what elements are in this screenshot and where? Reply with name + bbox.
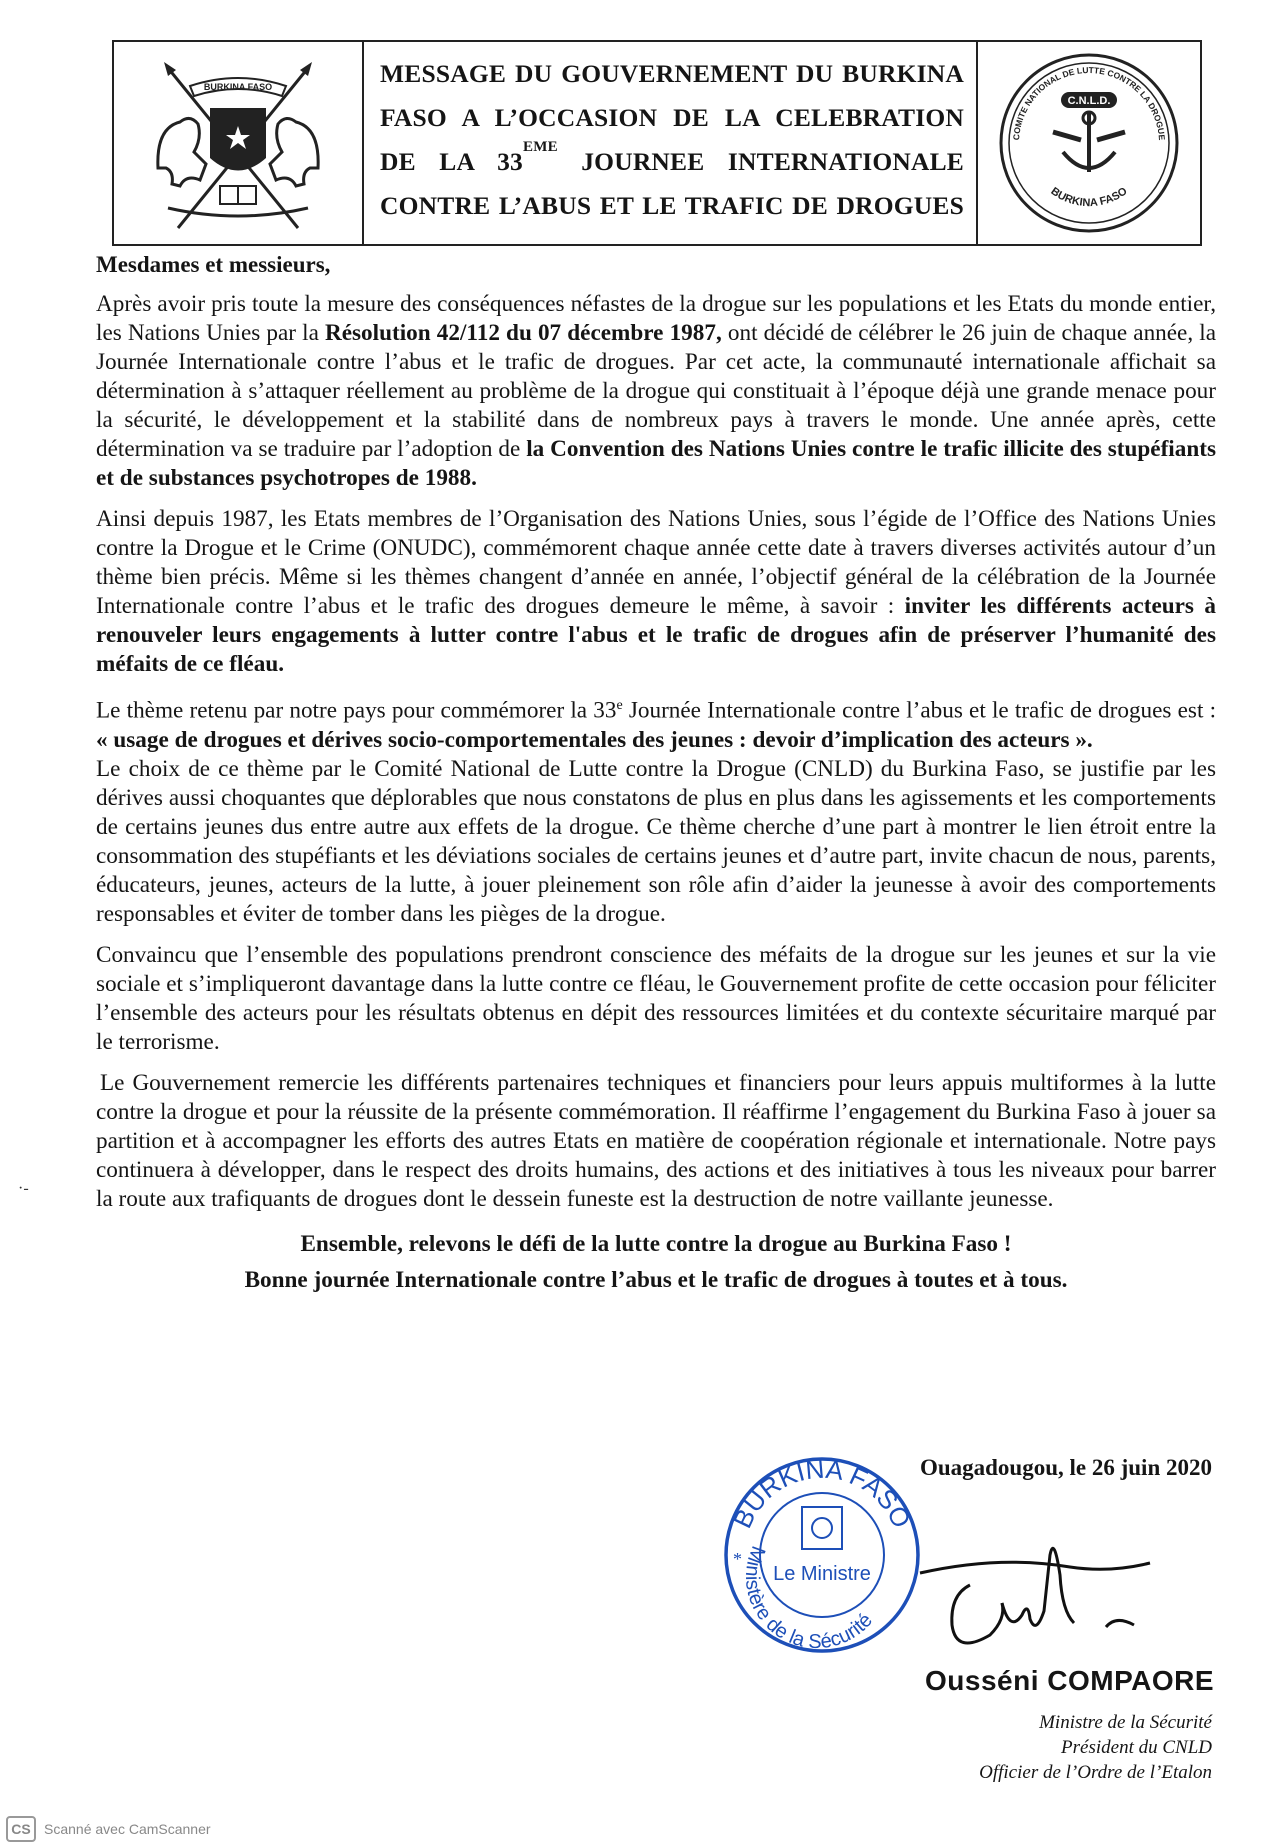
header-line-3-superscript: EME bbox=[523, 139, 558, 155]
signer-name: Ousséni COMPAORE bbox=[925, 1665, 1215, 1696]
stamp-ring-text-bottom: Ministère de la Sécurité bbox=[740, 1543, 877, 1654]
left-emblem-cell bbox=[114, 42, 364, 244]
scan-artifact-mark: ·- bbox=[18, 1180, 29, 1197]
closing-line-2: Bonne journée Internationale contre l’abus et le trafic de drogues à toutes et à tous. bbox=[244, 1266, 1068, 1293]
header-line-3-prefix: DE LA 33 bbox=[380, 147, 523, 176]
emblem-banner-text: BURKINA FASO bbox=[203, 82, 273, 92]
resolution-reference: Résolution 42/112 du 07 décembre 1987, bbox=[325, 320, 722, 346]
cnld-seal-icon bbox=[991, 48, 1187, 238]
paragraph-2 bbox=[96, 505, 1216, 679]
handwritten-signature-icon bbox=[910, 1515, 1170, 1670]
paragraph-1-text-b: ont décidé de célébrer le 26 juin de chaque année, la Journée Internationale contre l’abus et le trafic de drogues. Par cet acte, la communauté internationale affichait sa détermination à s’attaquer réellement au problème de la drogue qui constituait à l’époque déjà une grande menace pour la sécurité, le développement et la stabilité dans de nombreux pays à travers le monde. Une année après, cette détermination va se traduire par l’adoption de bbox=[96, 320, 1217, 462]
paragraph-1-text-a: Après avoir pris toute la mesure des conséquences néfastes de la drogue sur les populations et les Etats du monde entier, les Nations Unies par la bbox=[96, 291, 1216, 346]
convention-reference: la Convention des Nations Unies contre le trafic illicite des stupéfiants et de substances psychotropes de 1988. bbox=[96, 436, 1216, 491]
burkina-coat-of-arms-icon bbox=[128, 48, 348, 238]
ministry-stamp-icon bbox=[717, 1455, 927, 1660]
paragraph-5: Convaincu que l’ensemble des populations prendront conscience des méfaits de la drogue sur les jeunes et sur la vie sociale et s’impliqueront davantage dans la lutte contre ce fléau, le Gouvernement profite de cette occasion pour féliciter l’ensemble des acteurs pour les résultats obtenus en dépit des ressources limitées et du contexte sécuritaire marqué par le terrorisme. bbox=[96, 941, 1216, 1055]
svg-text:Ministère de la Sécurité bbox=[741, 1543, 877, 1653]
message-body bbox=[96, 290, 1216, 1298]
camscanner-logo-icon: CS bbox=[6, 1816, 36, 1842]
paragraph-3-text-b: Journée Internationale contre l’abus et le trafic de drogues est : bbox=[622, 697, 1217, 724]
signer-title-1: Ministre de la Sécurité bbox=[1039, 1712, 1212, 1733]
paragraph-3 bbox=[96, 691, 1216, 755]
header-line-4: CONTRE L’ABUS ET LE TRAFIC DE DROGUES bbox=[380, 191, 964, 220]
place-and-date: Ouagadougou, le 26 juin 2020 bbox=[919, 1455, 1212, 1480]
header-title-block bbox=[364, 42, 976, 244]
paragraph-4: Le choix de ce thème par le Comité National de Lutte contre la Drogue (CNLD) du Burkina Faso, se justifie par les dérives aussi choquantes que déplorables que nous constatons de plus en plus dans les agissements et les comportements de certains jeunes dus entre autre aux effets de la drogue. Ce thème cherche d’une part à montrer le lien étroit entre la consommation des stupéfiants et les déviations sociales de certains jeunes et d’autre part, invite chacun de nous, parents, éducateurs, jeunes, acteurs de la lutte, à jouer pleinement son rôle afin d’aider la jeunesse à avoir des comportements responsables et éviter de tomber dans les pièges de la drogue. bbox=[96, 755, 1216, 927]
paragraph-1 bbox=[96, 290, 1216, 493]
seal-ring-text: COMITE NATIONAL DE LUTTE CONTRE LA DROGUE bbox=[1011, 64, 1167, 141]
seal-country-text: BURKINA FASO bbox=[1048, 185, 1130, 210]
paragraph-3-superscript: e bbox=[616, 698, 623, 713]
theme-statement: « usage de drogues et dérives socio-comportementales des jeunes : devoir d’implication des acteurs ». bbox=[96, 726, 1093, 753]
paragraph-3-text-a: Le thème retenu par notre pays pour commémorer la 33 bbox=[96, 697, 617, 724]
header-line-1: MESSAGE DU GOUVERNEMENT DU BURKINA bbox=[380, 59, 964, 88]
camscanner-text: Scanné avec CamScanner bbox=[44, 1821, 211, 1837]
paragraph-6: Le Gouvernement remercie les différents partenaires techniques et financiers pour leurs appuis multiformes à la lutte contre la drogue et pour la réussite de la présente commémoration. Il réaffirme l’engagement du Burkina Faso à jouer sa partition et à accompagner les efforts des autres Etats en matière de coopération régionale et internationale. Notre pays continuera à développer, dans le respect des droits humains, des actions et des initiatives à tous les niveaux pour barrer la route aux trafiquants de drogues dont le dessein funeste est la destruction de notre vaillante jeunesse. bbox=[96, 1069, 1216, 1212]
objective-statement: inviter les différents acteurs à renouveler leurs engagements à lutter contre l'abus et le trafic de drogues afin de préserver l’humanité des méfaits de ce fléau. bbox=[96, 593, 1216, 677]
header-line-3-suffix: JOURNEE INTERNATIONALE bbox=[581, 147, 965, 176]
header-line-3 bbox=[380, 140, 964, 184]
signer-title-2: Président du CNLD bbox=[1061, 1737, 1212, 1758]
closing-line-1: Ensemble, relevons le défi de la lutte contre la drogue au Burkina Faso ! bbox=[300, 1230, 1012, 1257]
svg-text:*: * bbox=[733, 1549, 742, 1569]
greeting: Mesdames et messieurs, bbox=[96, 252, 331, 277]
document-header bbox=[112, 40, 1202, 246]
svg-text:BURKINA FASO bbox=[1049, 185, 1130, 209]
header-line-2: FASO A L’OCCASION DE LA CELEBRATION bbox=[380, 103, 964, 132]
seal-abbrev: C.N.L.D. bbox=[1067, 95, 1111, 107]
camscanner-watermark bbox=[6, 1816, 211, 1842]
stamp-ring-text: BURKINA FASO bbox=[726, 1455, 917, 1533]
right-emblem-cell bbox=[976, 42, 1200, 244]
signer-title-3: Officier de l’Ordre de l’Etalon bbox=[979, 1762, 1212, 1783]
stamp-center-text: Le Ministre bbox=[773, 1563, 871, 1585]
paragraph-2-text: Ainsi depuis 1987, les Etats membres de l’Organisation des Nations Unies, sous l’égide de l’Office des Nations Unies contre la Drogue et le Crime (ONUDC), commémorent chaque année cette date à travers diverses activités autour d’un thème bien précis. Même si les thèmes changent d’année en année, l’objectif général de la célébration de la Journée Internationale contre l’abus et le trafic des drogues demeure le même, à savoir : bbox=[96, 506, 1216, 619]
